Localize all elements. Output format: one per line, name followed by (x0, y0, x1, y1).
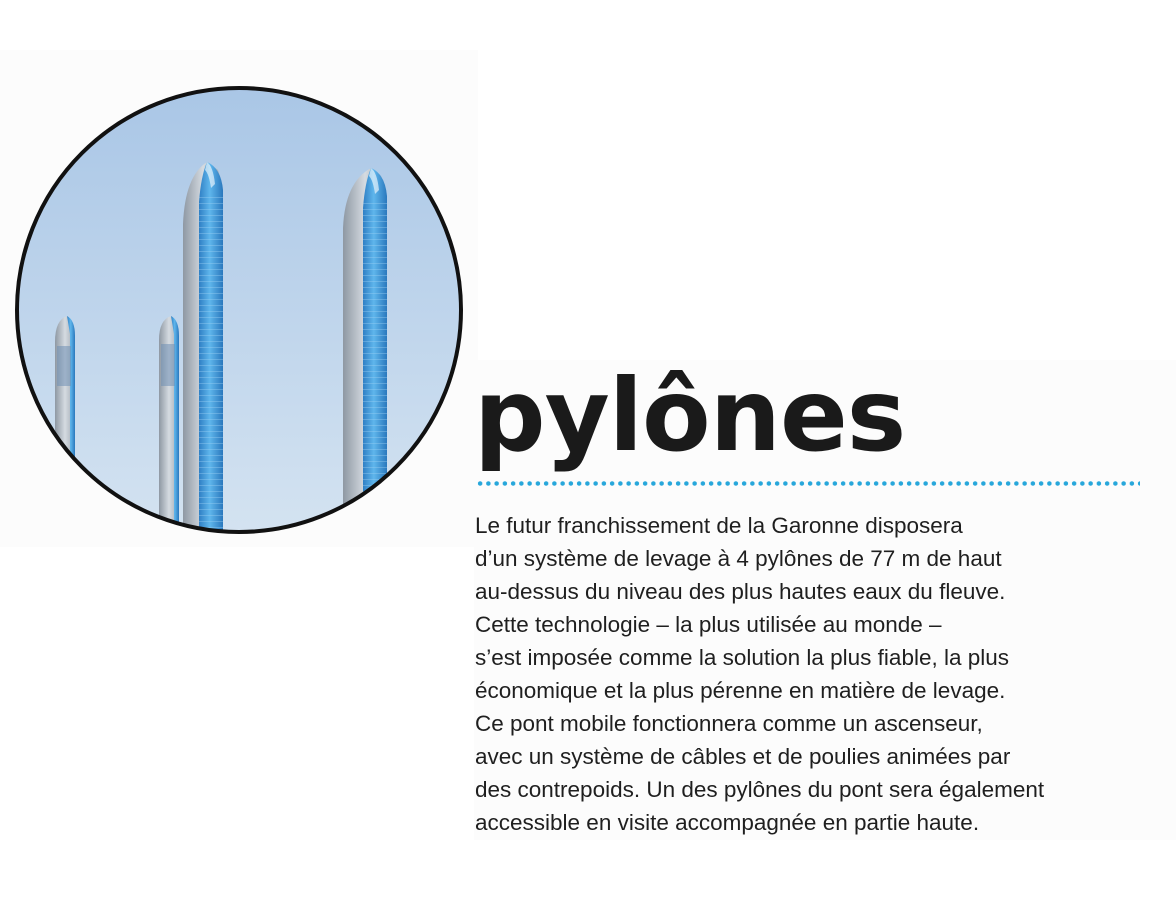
pylon-small-middle (159, 316, 179, 536)
pylon-tall-left (183, 162, 223, 536)
pylon-small-left (55, 316, 75, 536)
pylon-photo (13, 84, 465, 536)
body-line: accessible en visite accompagnée en partie haute. (475, 810, 980, 835)
body-line: s’est imposée comme la solution la plus fiable, la plus (475, 645, 1010, 670)
body-line: avec un système de câbles et de poulies animées par (475, 744, 1011, 769)
body-line: Le futur franchissement de la Garonne disposera (475, 513, 963, 538)
dotted-divider (476, 481, 1140, 486)
body-line: Ce pont mobile fonctionnera comme un ascenseur, (475, 711, 983, 736)
body-line: Cette technologie – la plus utilisée au monde – (475, 612, 942, 637)
body-paragraph (475, 509, 1165, 839)
body-line: d’un système de levage à 4 pylônes de 77 m de haut (475, 546, 1002, 571)
pylon-photo-svg (13, 84, 465, 536)
body-line: au-dessus du niveau des plus hautes eaux du fleuve. (475, 579, 1006, 604)
page-title: pylônes (474, 357, 906, 474)
body-line: économique et la plus pérenne en matière de levage. (475, 678, 1006, 703)
body-line: des contrepoids. Un des pylônes du pont sera également (475, 777, 1045, 802)
